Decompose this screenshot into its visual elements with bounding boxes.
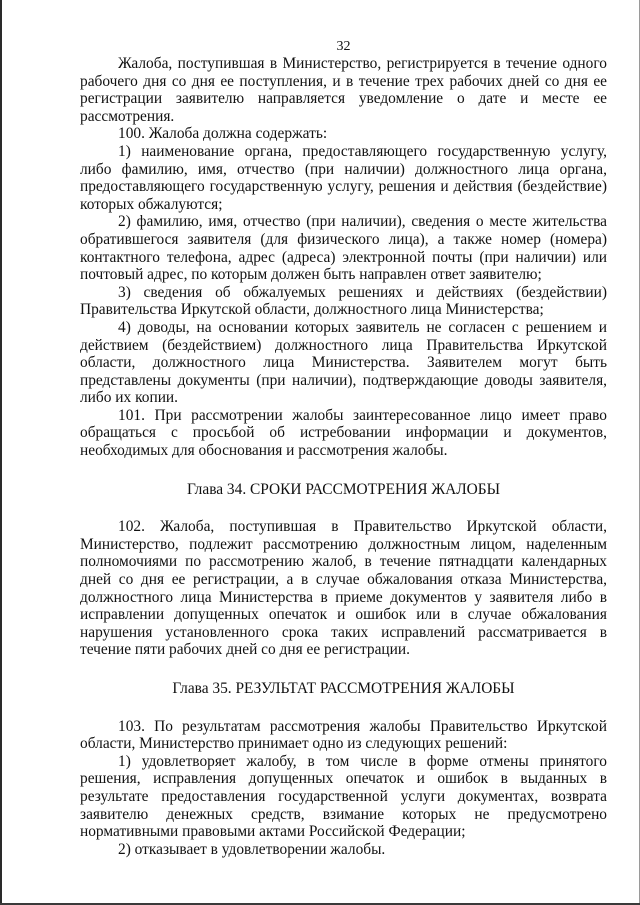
- paragraph-100-item-4: 4) доводы, на основании которых заявитель не согласен с решением и действием (бездействием) должностного лица Правительства Иркутской области, должностного лица Министерства. Заявителем могут быть представлены документы (при наличии), подтверждающие доводы заявителя, либо их копии.: [80, 318, 607, 407]
- scan-edge-left: [0, 0, 2, 905]
- paragraph-101: 101. При рассмотрении жалобы заинтересованное лицо имеет право обращаться с просьбой об истребовании информации и документов, необходимых для обоснования и рассмотрения жалобы.: [80, 406, 607, 460]
- paragraph-102: 102. Жалоба, поступившая в Правительство Иркутской области, Министерство, подлежит рассмотрению должностным лицом, наделенным полномочиями по рассмотрению жалоб, в течение пятнадцати календарных дней со дня ее регистрации, а в случае обжалования отказа Министерства, должностного лица Министерства в приеме документов у заявителя либо в исправлении допущенных опечаток и ошибок или в случае обжалования нарушения установленного срока таких исправлений рассматривается в течение пяти рабочих дней со дня ее регистрации.: [80, 518, 607, 659]
- paragraph-103: 103. По результатам рассмотрения жалобы Правительство Иркутской области, Министерство принимает одно из следующих решений:: [80, 717, 607, 753]
- paragraph-103-item-1: 1) удовлетворяет жалобу, в том числе в форме отмены принятого решения, исправления допущенных опечаток и ошибок в выданных в результате предоставления государственной услуги документах, возврата заявителю денежных средств, взимание которых не предусмотрено нормативными правовыми актами Российской Федерации;: [80, 752, 607, 841]
- paragraph-complaint-registration: Жалоба, поступившая в Министерство, регистрируется в течение одного рабочего дня со дня ее поступления, и в течение трех рабочих дней со дня ее регистрации заявителю направляется уведомление о дате и месте ее рассмотрения.: [80, 55, 607, 125]
- paragraph-100-item-2: 2) фамилию, имя, отчество (при наличии), сведения о месте жительства обратившегося заявителя (для физического лица), а также номер (номера) контактного телефона, адрес (адреса) электронной почты (при наличии) или почтовый адрес, по которым должен быть направлен ответ заявителю;: [80, 213, 607, 284]
- paragraph-100: 100. Жалоба должна содержать:: [118, 125, 328, 143]
- paragraph-103-item-2: 2) отказывает в удовлетворении жалобы.: [118, 840, 386, 858]
- paragraph-100-item-3: 3) сведения об обжалуемых решениях и действиях (бездействии) Правительства Иркутской области, должностного лица Министерства;: [80, 283, 607, 319]
- page-number: 32: [336, 39, 351, 54]
- chapter-34-heading: Глава 34. СРОКИ РАССМОТРЕНИЯ ЖАЛОБЫ: [186, 480, 501, 498]
- chapter-35-heading: Глава 35. РЕЗУЛЬТАТ РАССМОТРЕНИЯ ЖАЛОБЫ: [172, 680, 515, 697]
- paragraph-100-item-1: 1) наименование органа, предоставляющего государственную услугу, либо фамилию, имя, отчество (при наличии) должностного лица органа, предоставляющего государственную услугу, решения и действия (бездействие) которых обжалуются;: [80, 142, 607, 213]
